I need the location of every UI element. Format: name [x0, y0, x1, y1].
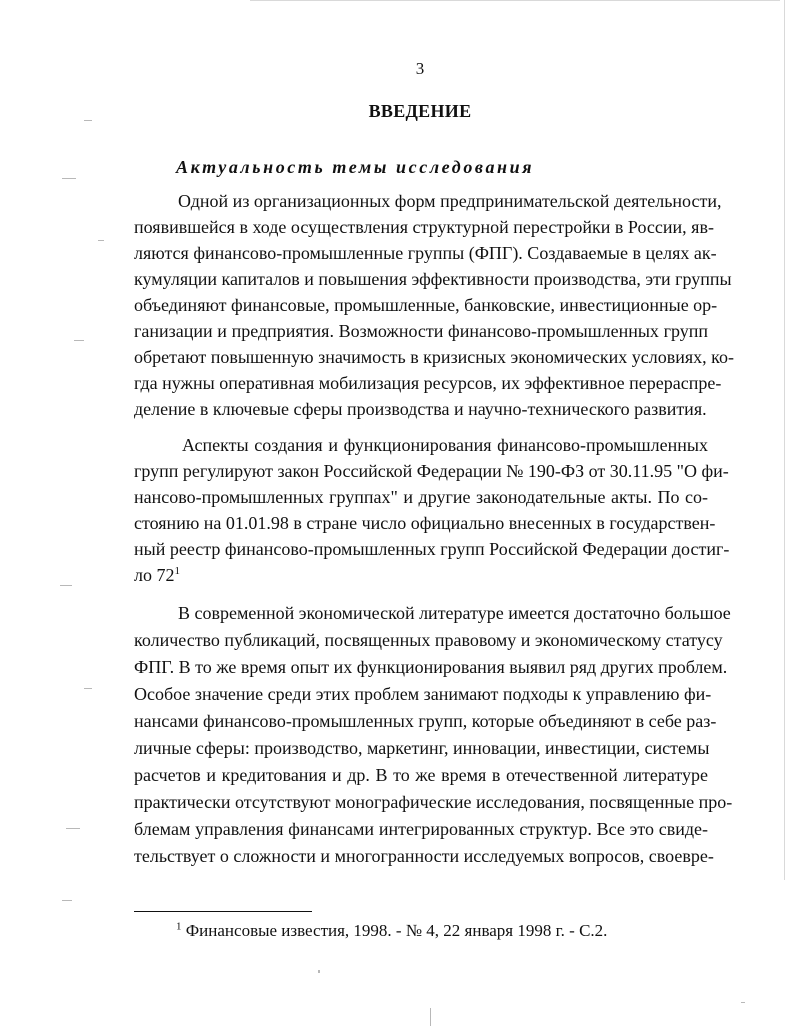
- section-subheading: Актуальность темы исследования: [176, 157, 535, 177]
- scan-mark: [60, 585, 72, 586]
- footnote-marker: 1: [176, 920, 182, 933]
- paragraph-2-line-6-text: ло 72: [134, 565, 175, 585]
- paragraph-1-line-8: гда нужны оперативная мобилизация ресурсов, их эффективное перераспре-: [134, 373, 722, 393]
- paragraph-3-line-7: расчетов и кредитования и др. В то же время в отечественной литературе: [134, 765, 708, 785]
- page-number: 3: [415, 59, 425, 78]
- scan-mark: [62, 900, 72, 901]
- scan-right-edge: [784, 0, 785, 880]
- scan-mark: [74, 340, 84, 341]
- paragraph-3-line-5: нансами финансово-промышленных групп, которые объединяют в себе раз-: [134, 711, 717, 731]
- paragraph-3-line-6: личные сферы: производство, маркетинг, инновации, инвестиции, системы: [134, 738, 710, 758]
- paragraph-2-line-2: групп регулируют закон Российской Федерации № 190-ФЗ от 30.11.95 "О фи-: [134, 461, 729, 481]
- paragraph-1-line-2: появившейся в ходе осуществления структурной перестройки в России, яв-: [134, 217, 714, 237]
- scan-mark: [66, 828, 80, 829]
- scan-mark: [741, 1002, 745, 1003]
- paragraph-3-line-3: ФПГ. В то же время опыт их функционирования выявил ряд других проблем.: [134, 657, 728, 677]
- scan-mark: [84, 120, 92, 121]
- footnote: [176, 921, 607, 941]
- paragraph-1-line-5: объединяют финансовые, промышленные, банковские, инвестиционные ор-: [134, 295, 718, 315]
- scan-mark: [62, 178, 76, 179]
- paragraph-1-line-3: ляются финансово-промышленные группы (ФПГ). Создаваемые в целях ак-: [134, 243, 717, 263]
- paragraph-3-line-9: блемам управления финансами интегрированных структур. Все это свиде-: [134, 819, 708, 839]
- paragraph-3-line-10: тельствует о сложности и многогранности исследуемых вопросов, своевре-: [134, 846, 714, 866]
- paragraph-2-line-3: нансово-промышленных группах" и другие законодательные акты. По со-: [134, 487, 708, 507]
- scan-mark: [318, 970, 320, 973]
- paragraph-2-line-1: Аспекты создания и функционирования финансово-промышленных: [182, 435, 708, 455]
- paragraph-2-line-4: стоянию на 01.01.98 в стране число официально внесенных в государствен-: [134, 513, 716, 533]
- paragraph-1-line-7: обретают повышенную значимость в кризисных экономических условиях, ко-: [134, 347, 734, 367]
- paragraph-3-line-4: Особое значение среди этих проблем занимают подходы к управлению фи-: [134, 684, 712, 704]
- scan-top-edge: [250, 0, 780, 1]
- paragraph-1-line-4: кумуляции капиталов и повышения эффективности производства, эти группы: [134, 269, 732, 289]
- paragraph-3-line-8: практически отсутствуют монографические исследования, посвященные про-: [134, 792, 733, 812]
- scan-mark: [430, 1008, 431, 1026]
- paragraph-1-line-1: Одной из организационных форм предпринимательской деятельности,: [178, 191, 722, 211]
- page-title: ВВЕДЕНИЕ: [368, 101, 472, 121]
- paragraph-1-line-9: деление в ключевые сферы производства и научно-технического развития.: [134, 399, 707, 419]
- scan-mark: [84, 688, 92, 689]
- footnote-divider: [134, 911, 312, 912]
- footnote-reference: 1: [174, 565, 180, 577]
- paragraph-3-line-2: количество публикаций, посвященных правовому и экономическому статусу: [134, 630, 723, 650]
- scan-mark: [98, 240, 104, 241]
- paragraph-2-line-5: ный реестр финансово-промышленных групп Российской Федерации достиг-: [134, 539, 730, 559]
- paragraph-1-line-6: ганизации и предприятия. Возможности финансово-промышленных групп: [134, 321, 708, 341]
- paragraph-2-line-6: [134, 562, 708, 588]
- footnote-text: Финансовые известия, 1998. - № 4, 22 января 1998 г. - С.2.: [181, 921, 608, 940]
- paragraph-3-line-1: В современной экономической литературе имеется достаточно большое: [178, 603, 731, 623]
